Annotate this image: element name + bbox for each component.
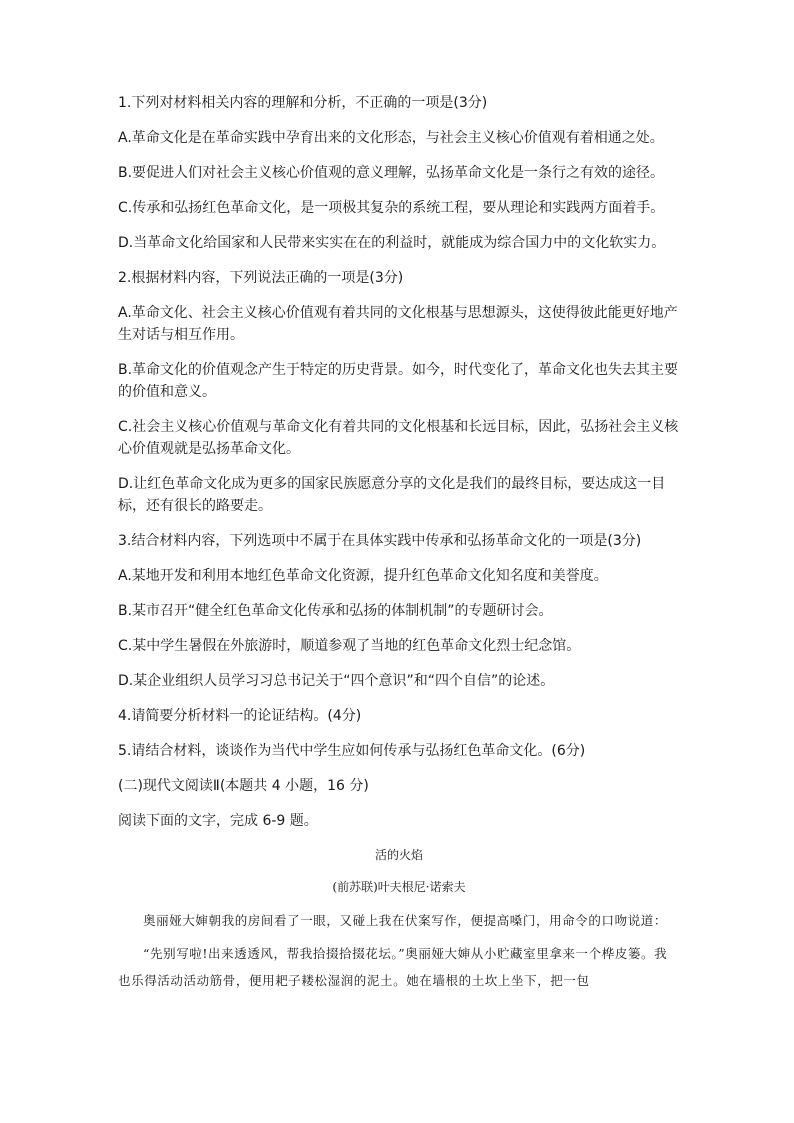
question-2-option-a: A.革命文化、社会主义核心价值观有着共同的文化根基与思想源头，这使得彼此能更好地产生对话与相互作用。	[118, 305, 678, 343]
question-1-stem: 1.下列对材料相关内容的理解和分析，不正确的一项是(3分)	[118, 95, 488, 111]
question-4: 4.请简要分析材料一的论证结构。(4分)	[118, 708, 362, 724]
document-content	[118, 92, 680, 1000]
question-2-option-d: D.让红色革命文化成为更多的国家民族愿意分享的文化是我们的最终目标，要达成这一目标，还有很长的路要走。	[118, 476, 666, 514]
question-3-option-b: B.某市召开“健全红色革命文化传承和弘扬的体制机制”的专题研讨会。	[118, 603, 553, 619]
story-paragraph-1: 奥丽娅大婶朝我的房间看了一眼，又碰上我在伏案写作，便提高嗓门，用命令的口吻说道：	[143, 913, 668, 928]
question-3-option-a: A.某地开发和利用本地红色革命文化资源，提升红色革命文化知名度和美誉度。	[118, 568, 608, 584]
story-title: 活的火焰	[374, 848, 423, 862]
question-1-option-a: A.革命文化是在革命实践中孕育出来的文化形态，与社会主义核心价值观有着相通之处。	[118, 130, 664, 146]
question-3-stem: 3.结合材料内容，下列选项中不属于在具体实践中传承和弘扬革命文化的一项是(3分)	[118, 533, 642, 549]
question-1-option-b: B.要促进人们对社会主义核心价值观的意义理解，弘扬革命文化是一条行之有效的途径。	[118, 165, 665, 181]
reading-instruction: 阅读下面的文字，完成 6-9 题。	[118, 813, 318, 829]
question-2-option-b: B.革命文化的价值观念产生于特定的历史背景。如今，时代变化了，革命文化也失去其主要的价值和意义。	[118, 362, 679, 400]
question-5: 5.请结合材料，谈谈作为当代中学生应如何传承与弘扬红色革命文化。(6分)	[118, 743, 586, 759]
story-author: (前苏联)叶夫根尼·诺索夫	[332, 880, 466, 894]
question-1-option-d: D.当革命文化给国家和人民带来实实在在的利益时，就能成为综合国力中的文化软实力。	[118, 235, 666, 251]
question-2-stem: 2.根据材料内容，下列说法正确的一项是(3分)	[118, 270, 404, 286]
story-paragraph-2: “先别写啦!出来透透风，帮我拾掇拾掇花坛。”奥丽娅大婶从小贮藏室里拿来一个桦皮篓。我也乐得活动活动筋骨，便用耙子耧松湿润的泥土。她在墙根的土坎上坐下，把一包	[118, 946, 668, 988]
question-3-option-c: C.某中学生暑假在外旅游时，顺道参观了当地的红色革命文化烈士纪念馆。	[118, 638, 581, 654]
question-3-option-d: D.某企业组织人员学习习总书记关于“四个意识”和“四个自信”的论述。	[118, 673, 555, 689]
question-2-option-c: C.社会主义核心价值观与革命文化有着共同的文化根基和长远目标，因此，弘扬社会主义核心价值观就是弘扬革命文化。	[118, 419, 679, 457]
section-heading: (二)现代文阅读Ⅱ(本题共 4 小题，16 分)	[118, 778, 369, 794]
question-1-option-c: C.传承和弘扬红色革命文化，是一项极其复杂的系统工程，要从理论和实践两方面着手。	[118, 200, 665, 216]
